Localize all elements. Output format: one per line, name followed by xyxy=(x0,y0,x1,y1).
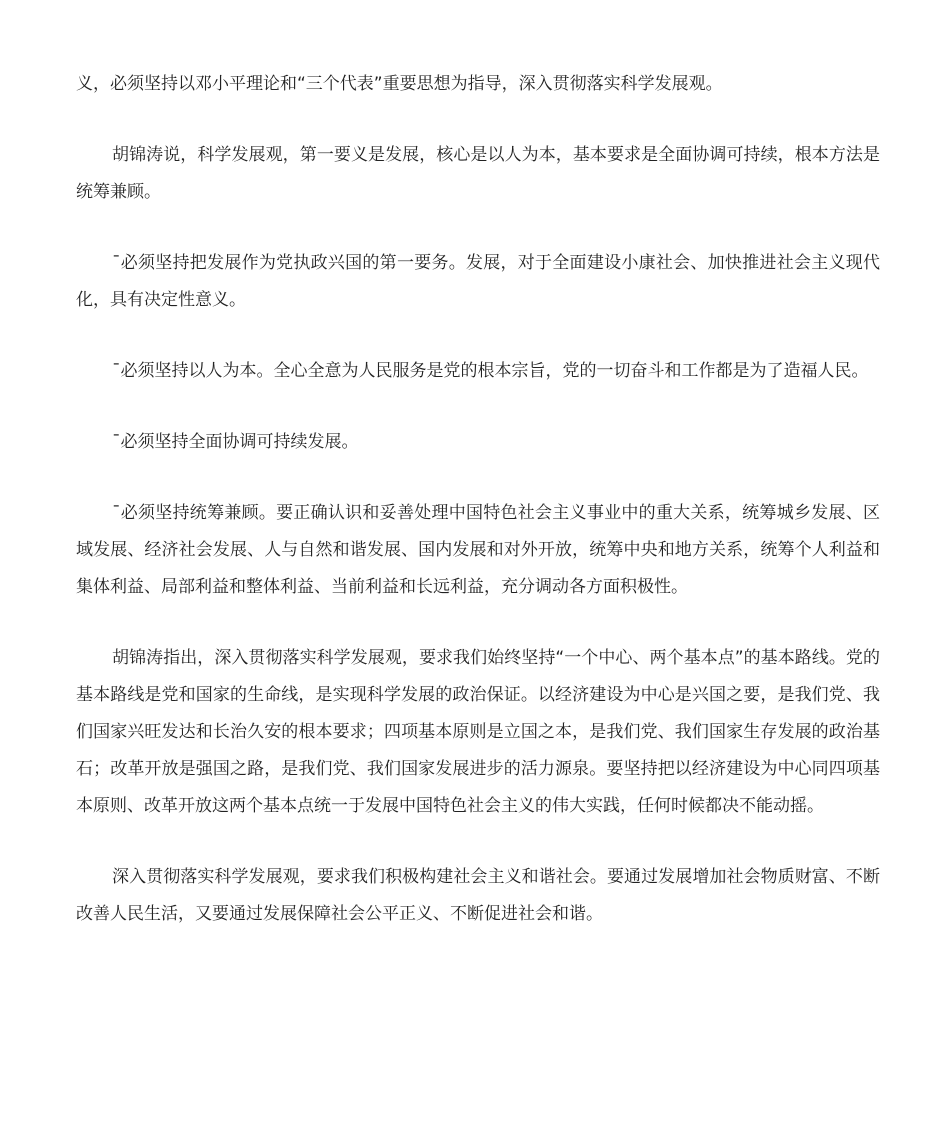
paragraph-3: ¯必须坚持把发展作为党执政兴国的第一要务。发展，对于全面建设小康社会、加快推进社会主义现代化，具有决定性意义。 xyxy=(76,253,880,310)
paragraph-5: ¯必须坚持全面协调可持续发展。 xyxy=(112,432,359,452)
paragraph-8: 深入贯彻落实科学发展观，要求我们积极构建社会主义和谐社会。要通过发展增加社会物质财富、不断改善人民生活，又要通过发展保障社会公平正义、不断促进社会和谐。 xyxy=(76,867,880,924)
paragraph-2: 胡锦涛说，科学发展观，第一要义是发展，核心是以人为本，基本要求是全面协调可持续，根本方法是统筹兼顾。 xyxy=(76,145,880,202)
paragraph-1: 义，必须坚持以邓小平理论和“三个代表”重要思想为指导，深入贯彻落实科学发展观。 xyxy=(76,74,723,94)
paragraph-6: ¯必须坚持统筹兼顾。要正确认识和妥善处理中国特色社会主义事业中的重大关系，统筹城乡发展、区域发展、经济社会发展、人与自然和谐发展、国内发展和对外开放，统筹中央和地方关系，统筹个人利益和集体利益、局部利益和整体利益、当前利益和长远利益，充分调动各方面积极性。 xyxy=(76,503,880,597)
paragraph-4: ¯必须坚持以人为本。全心全意为人民服务是党的根本宗旨，党的一切奋斗和工作都是为了造福人民。 xyxy=(112,361,869,381)
paragraph-7: 胡锦涛指出，深入贯彻落实科学发展观，要求我们始终坚持“一个中心、两个基本点”的基本路线。党的基本路线是党和国家的生命线，是实现科学发展的政治保证。以经济建设为中心是兴国之要，是我们党、我们国家兴旺发达和长治久安的根本要求；四项基本原则是立国之本，是我们党、我们国家生存发展的政治基石；改革开放是强国之路，是我们党、我们国家发展进步的活力源泉。要坚持把以经济建设为中心同四项基本原则、改革开放这两个基本点统一于发展中国特色社会主义的伟大实践，任何时候都决不能动摇。 xyxy=(76,648,880,816)
